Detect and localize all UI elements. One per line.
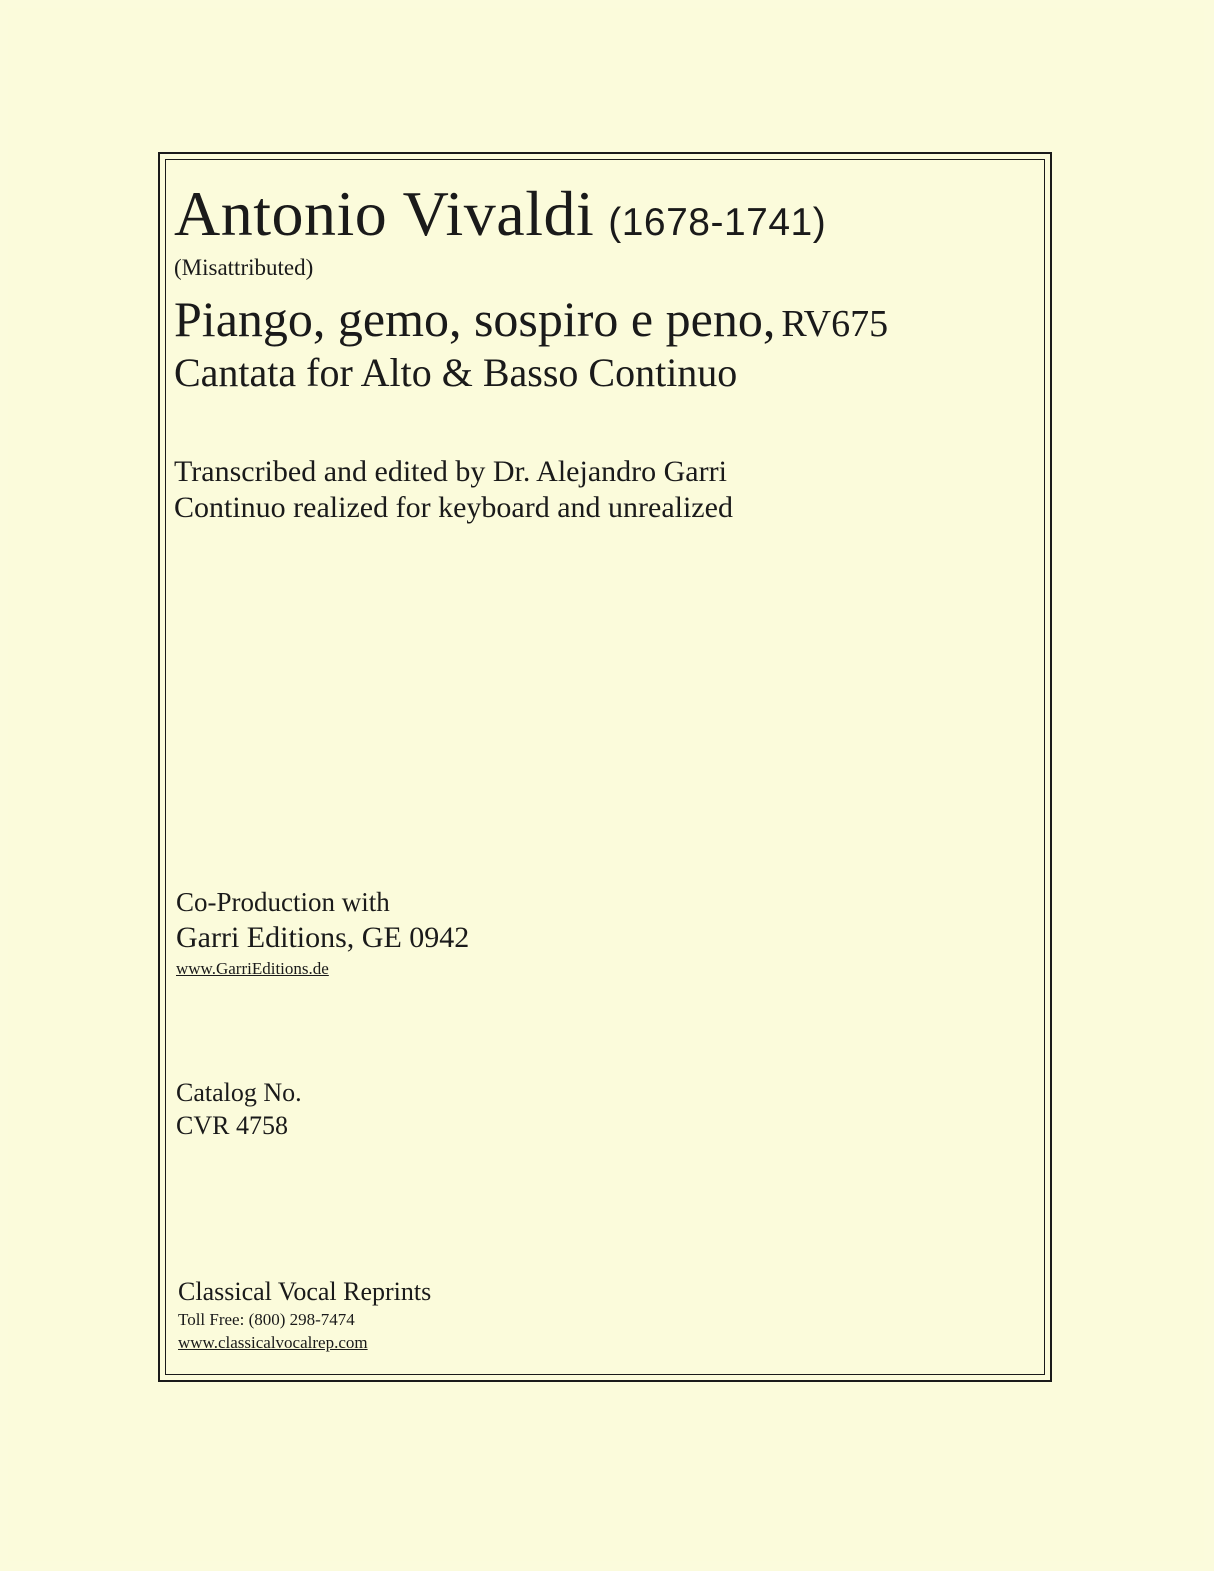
editor-credit: Transcribed and edited by Dr. Alejandro Garri [174,455,727,488]
catalog-label: Catalog No. [176,1078,302,1107]
work-title-line [174,291,889,347]
garri-editions-link[interactable]: www.GarriEditions.de [176,959,329,978]
continuo-note: Continuo realized for keyboard and unrealized [174,491,733,524]
work-title: Piango, gemo, sospiro e peno, [174,291,776,347]
coproduction-publisher: Garri Editions, GE 0942 [176,921,470,954]
work-subtitle: Cantata for Alto & Basso Continuo [174,350,738,395]
attribution-note: (Misattributed) [174,255,314,280]
composer-heading [174,178,827,249]
classical-vocal-reprints-link[interactable]: www.classicalvocalrep.com [178,1333,368,1352]
catalog-number: CVR 4758 [176,1111,288,1140]
composer-name: Antonio Vivaldi [174,178,595,249]
catalog-reference: RV675 [781,303,889,345]
coproduction-label: Co-Production with [176,887,390,917]
publisher-name: Classical Vocal Reprints [178,1277,432,1306]
toll-free-phone: Toll Free: (800) 298-7474 [178,1310,355,1329]
composer-dates: (1678-1741) [608,201,827,244]
